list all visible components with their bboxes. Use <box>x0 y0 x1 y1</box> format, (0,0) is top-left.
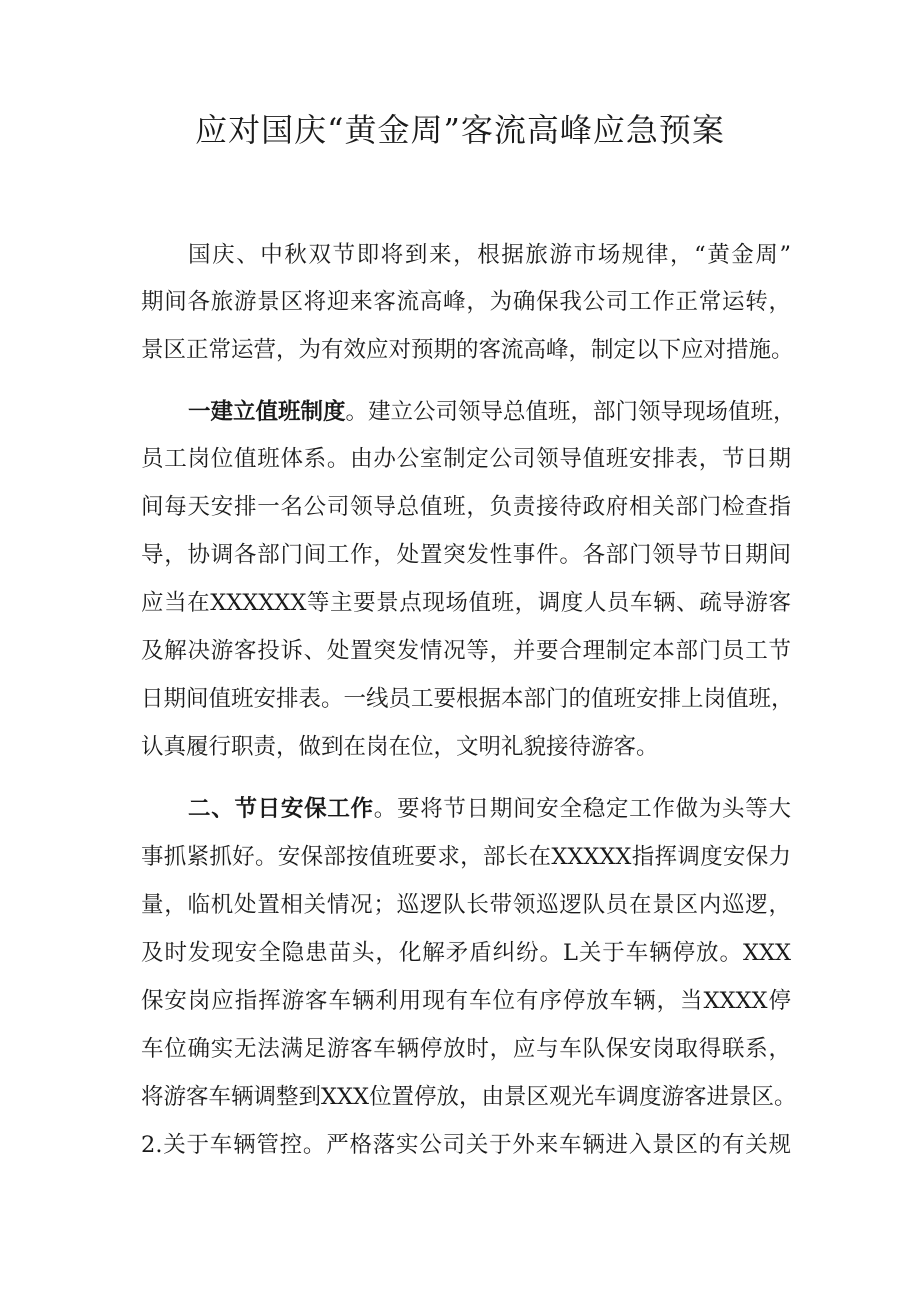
intro-line: 国庆、中秋双节即将到来，根据旅游市场规律，“黄金周” <box>188 242 791 268</box>
section1-line: 导，协调各部门间工作，处置突发性事件。各部门领导节日期间 <box>141 542 791 568</box>
section1-line: 日期间值班安排表。一线员工要根据本部门的值班安排上岗值班， <box>141 686 794 712</box>
section2-line: 及时发现安全隐患苗头，化解矛盾纠纷。L关于车辆停放。XXX <box>141 940 791 966</box>
section2-line: 2.关于车辆管控。严格落实公司关于外来车辆进入景区的有关规 <box>141 1132 791 1158</box>
section1-first-line <box>188 397 796 427</box>
section1-line: 认真履行职责，做到在岗在位，文明礼貌接待游客。 <box>141 734 659 760</box>
section2-line: 保安岗应指挥游客车辆利用现有车位有序停放车辆，当XXXX停 <box>141 988 791 1014</box>
intro-line: 期间各旅游景区将迎来客流高峰，为确保我公司工作正常运转， <box>141 289 791 315</box>
section1-text: 。建立公司领导总值班，部门领导现场值班， <box>345 399 796 425</box>
section2-text: 。要将节日期间安全稳定工作做为头等大 <box>373 796 791 822</box>
section2-line: 事抓紧抓好。安保部按值班要求，部长在XXXXX指挥调度安保力 <box>141 844 791 870</box>
page-title: 应对国庆“黄金周”客流高峰应急预案 <box>195 111 725 149</box>
section2-first-line <box>188 794 791 824</box>
section2-line: 将游客车辆调整到XXX位置停放，由景区观光车调度游客进景区。 <box>141 1084 797 1110</box>
section2-line: 车位确实无法满足游客车辆停放时，应与车队保安岗取得联系， <box>141 1036 791 1062</box>
section1-line: 间每天安排一名公司领导总值班，负责接待政府相关部门检查指 <box>141 494 791 520</box>
intro-line: 景区正常运营，为有效应对预期的客流高峰，制定以下应对措施。 <box>141 337 794 363</box>
section2-heading: 二、节日安保工作 <box>188 796 374 822</box>
section1-heading: 一建立值班制度 <box>188 399 346 425</box>
section1-line: 员工岗位值班体系。由办公室制定公司领导值班安排表，节日期 <box>141 446 791 472</box>
section2-line: 量，临机处置相关情况；巡逻队长带领巡逻队员在景区内巡逻， <box>141 892 791 918</box>
section1-line: 应当在XXXXXX等主要景点现场值班，调度人员车辆、疏导游客 <box>141 590 791 616</box>
section1-line: 及解决游客投诉、处置突发情况等，并要合理制定本部门员工节 <box>141 638 791 664</box>
